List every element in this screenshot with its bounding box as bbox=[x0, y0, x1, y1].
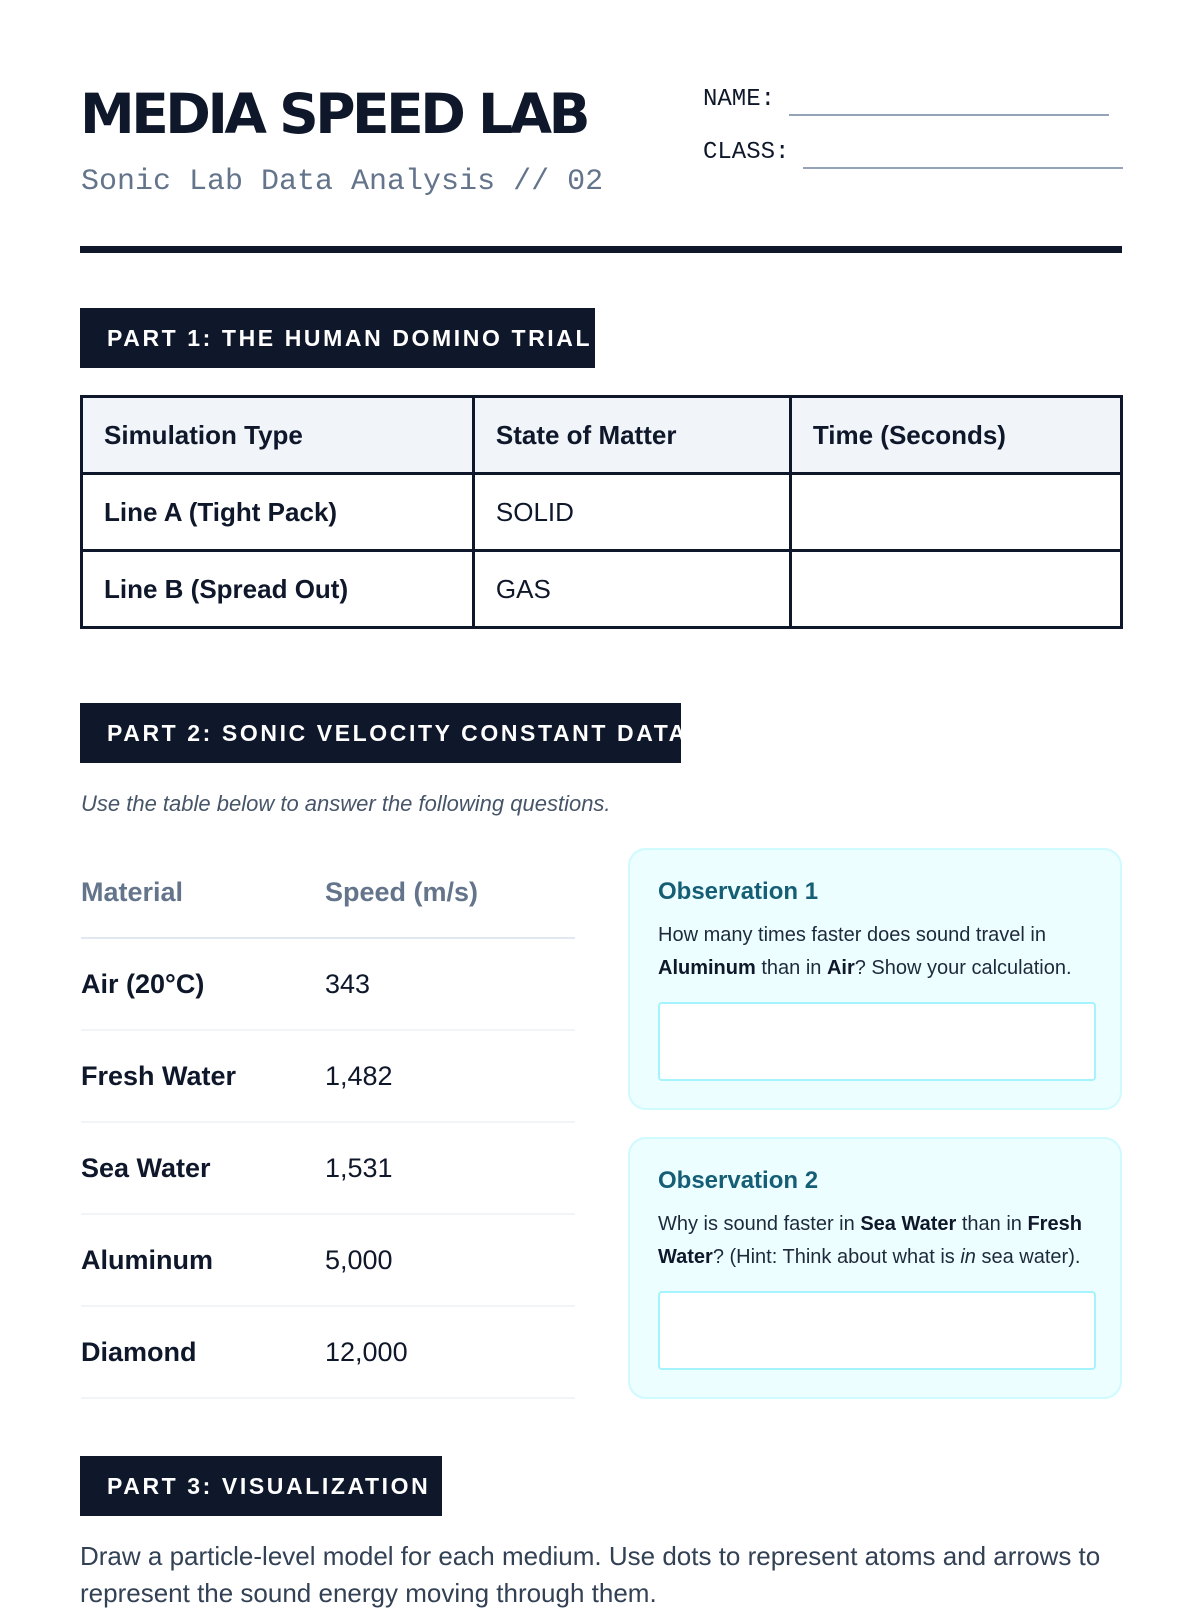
column-header-simulation-type: Simulation Type bbox=[82, 397, 474, 474]
speed-cell: 1,531 bbox=[325, 1152, 393, 1183]
column-header-speed: Speed (m/s) bbox=[325, 876, 479, 907]
material-cell: Air (20°C) bbox=[81, 968, 205, 999]
observation-1-question bbox=[658, 919, 1093, 985]
material-cell: Aluminum bbox=[81, 1244, 213, 1275]
name-write-line[interactable] bbox=[789, 114, 1109, 116]
column-header-time: Time (Seconds) bbox=[790, 397, 1121, 474]
question-text: than in bbox=[755, 957, 827, 979]
name-field bbox=[703, 86, 1109, 114]
time-input-cell[interactable] bbox=[790, 551, 1121, 628]
table-row bbox=[82, 551, 1122, 628]
observation-2-answer-box[interactable] bbox=[658, 1291, 1096, 1370]
question-text: ? (Hint: Think about what is bbox=[712, 1246, 961, 1268]
table-row bbox=[81, 1031, 575, 1123]
column-header-state-of-matter: State of Matter bbox=[473, 397, 790, 474]
speed-cell: 1,482 bbox=[325, 1060, 393, 1091]
name-label: NAME: bbox=[703, 86, 776, 113]
observation-1-title: Observation 1 bbox=[658, 878, 819, 905]
speed-cell: 5,000 bbox=[325, 1244, 393, 1275]
question-emphasis: Fresh Water bbox=[658, 1213, 1082, 1268]
simulation-type-cell: Line B (Spread Out) bbox=[82, 551, 474, 628]
part2-instructions: Use the table below to answer the following questions. bbox=[81, 791, 611, 816]
part3-instructions: Draw a particle-level model for each medium. Use dots to represent atoms and arrows to represent the sound energy moving through them. bbox=[80, 1541, 1101, 1608]
question-emphasis: Sea Water bbox=[860, 1213, 957, 1235]
table-header-row bbox=[81, 847, 575, 939]
question-emphasis: Aluminum bbox=[658, 957, 756, 979]
part2-heading: PART 2: SONIC VELOCITY CONSTANT DATA bbox=[80, 703, 681, 763]
page-title: MEDIA SPEED LAB bbox=[80, 82, 588, 146]
class-label: CLASS: bbox=[703, 139, 790, 166]
observation-2-question bbox=[658, 1208, 1093, 1274]
table-row bbox=[81, 1307, 575, 1399]
question-text: How many times faster does sound travel in bbox=[658, 924, 1046, 946]
question-text: ? Show your calculation. bbox=[854, 957, 1072, 979]
question-emphasis: Air bbox=[826, 957, 855, 979]
state-of-matter-cell: SOLID bbox=[473, 474, 790, 551]
material-cell: Sea Water bbox=[81, 1152, 211, 1183]
table-header-row bbox=[82, 397, 1122, 474]
page-subtitle: Sonic Lab Data Analysis // 02 bbox=[81, 165, 604, 199]
speed-cell: 12,000 bbox=[325, 1336, 408, 1367]
question-italic: in bbox=[960, 1246, 976, 1268]
class-field bbox=[703, 139, 1123, 167]
table-row bbox=[81, 1215, 575, 1307]
column-header-material: Material bbox=[81, 876, 184, 907]
speed-cell: 343 bbox=[325, 968, 371, 999]
question-text: than in bbox=[956, 1213, 1028, 1235]
question-text: Why is sound faster in bbox=[658, 1213, 861, 1235]
material-cell: Fresh Water bbox=[81, 1060, 237, 1091]
material-cell: Diamond bbox=[81, 1336, 197, 1367]
time-input-cell[interactable] bbox=[790, 474, 1121, 551]
part1-heading: PART 1: THE HUMAN DOMINO TRIAL bbox=[80, 308, 595, 368]
question-text: sea water). bbox=[975, 1246, 1081, 1268]
table-row bbox=[81, 1123, 575, 1215]
observation-1-answer-box[interactable] bbox=[658, 1002, 1096, 1081]
observation-2-title: Observation 2 bbox=[658, 1167, 819, 1194]
table-row bbox=[82, 474, 1122, 551]
state-of-matter-cell: GAS bbox=[473, 551, 790, 628]
class-write-line[interactable] bbox=[803, 167, 1123, 169]
simulation-type-cell: Line A (Tight Pack) bbox=[82, 474, 474, 551]
header-divider bbox=[80, 246, 1122, 253]
domino-trial-table bbox=[80, 395, 1123, 629]
observation-1-card bbox=[628, 848, 1122, 1110]
table-row bbox=[81, 939, 575, 1031]
part3-heading: PART 3: VISUALIZATION bbox=[80, 1456, 442, 1516]
sonic-velocity-table bbox=[81, 847, 575, 1399]
observation-2-card bbox=[628, 1137, 1122, 1399]
